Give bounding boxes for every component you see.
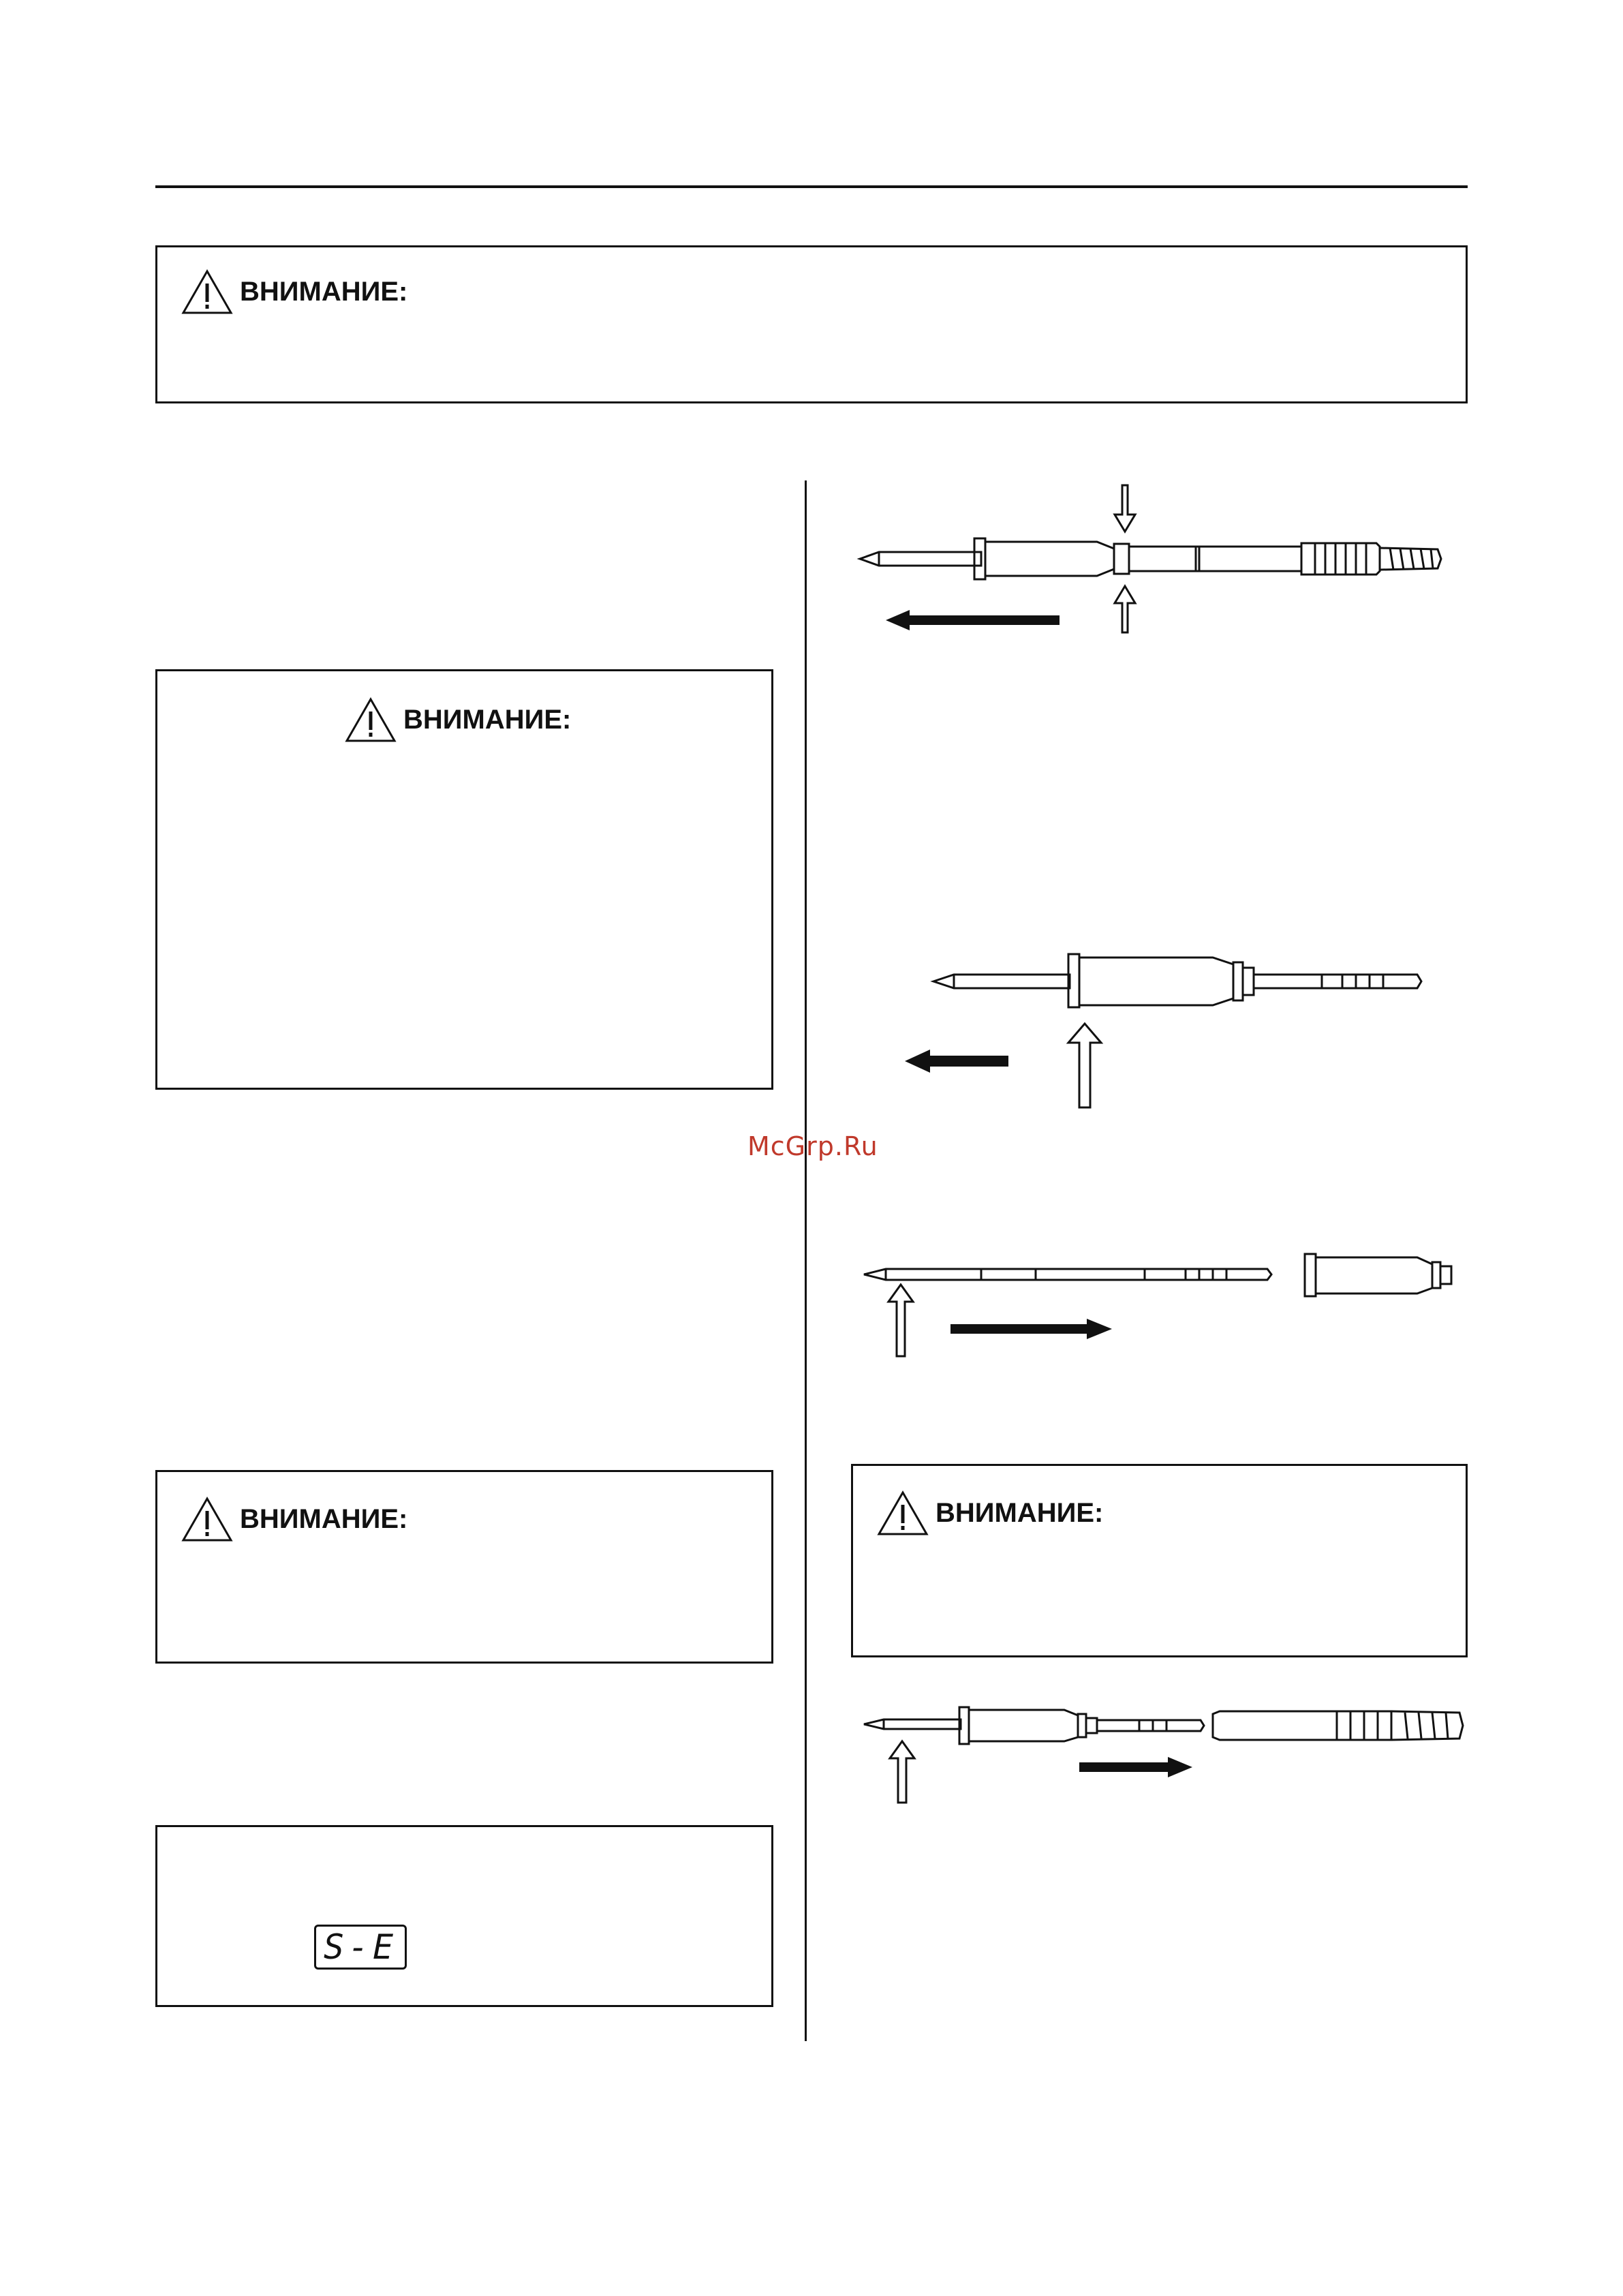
warning-heading-left-lower xyxy=(181,1496,407,1542)
watermark-text: McGrp.Ru xyxy=(747,1131,878,1161)
warning-label: ВНИМАНИЕ: xyxy=(240,276,408,307)
segment-display xyxy=(314,1925,407,1970)
warning-triangle-icon xyxy=(877,1490,929,1536)
warning-label: ВНИМАНИЕ: xyxy=(936,1497,1104,1528)
iron-figure-4 xyxy=(860,1707,1473,1816)
column-divider xyxy=(805,480,807,2041)
warning-heading-top xyxy=(181,269,407,315)
warning-triangle-icon xyxy=(181,269,233,315)
warning-triangle-icon xyxy=(345,697,397,743)
warning-label: ВНИМАНИЕ: xyxy=(403,704,572,735)
display-code: S-E xyxy=(323,1927,398,1967)
warning-label: ВНИМАНИЕ: xyxy=(240,1503,408,1534)
iron-figure-1 xyxy=(852,477,1451,647)
warning-triangle-icon xyxy=(181,1496,233,1542)
header-rule xyxy=(155,185,1468,188)
display-box xyxy=(155,1825,773,2007)
iron-figure-2 xyxy=(899,947,1444,1131)
warning-heading-right-lower xyxy=(877,1490,1103,1536)
iron-figure-3 xyxy=(859,1254,1472,1377)
warning-heading-left-middle xyxy=(345,697,571,743)
